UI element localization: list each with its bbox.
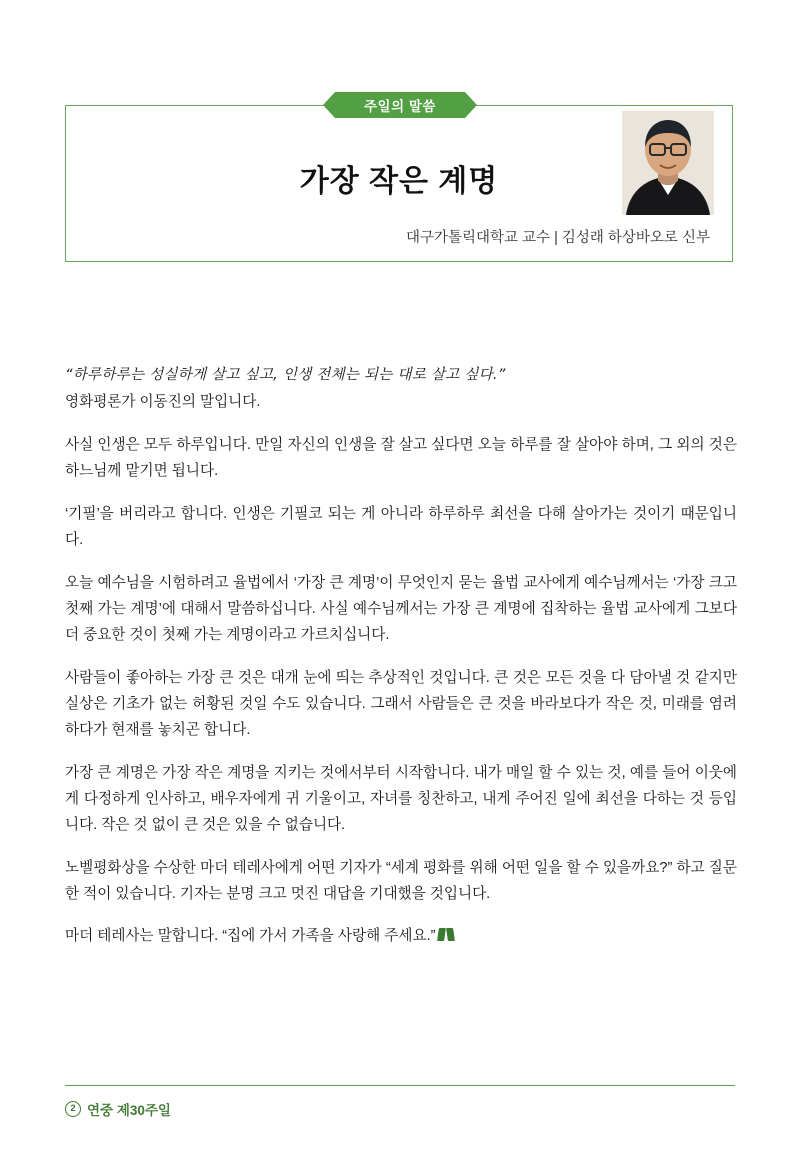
paragraph: ‘기필’을 버리라고 합니다. 인생은 기필코 되는 게 아니라 하루하루 최선을 다해 살아가는 것이기 때문입니다. [65,505,737,548]
byline: 대구가톨릭대학교 교수 | 김성래 하상바오로 신부 [405,230,710,246]
section-ribbon-label: 주일의 말씀 [364,99,436,114]
paragraph-final-text: 마더 테레사는 말합니다. “집에 가서 가족을 사랑해 주세요.” [65,928,436,945]
header-box [65,105,733,262]
footer-divider [65,1085,735,1086]
section-ribbon [335,92,465,118]
paragraph-attribution: 영화평론가 이동진의 말입니다. [65,393,261,410]
article-body [65,362,737,967]
end-mark-icon [438,928,455,941]
paragraph: 가장 큰 계명은 가장 작은 계명을 지키는 것에서부터 시작합니다. 내가 매일 할 수 있는 것, 예를 들어 이웃에게 다정하게 인사하고, 배우자에게 귀 기울이고, 자녀를 칭찬하고, 내게 주어진 일에 최선을 다하는 것 등입니다. 작은 것 없이 큰 것은 있을 수 없습니다. [65,764,737,833]
paragraph: 노벨평화상을 수상한 마더 테레사에게 어떤 기자가 “세계 평화를 위해 어떤 일을 할 수 있을까요?” 하고 질문한 적이 있습니다. 기자는 분명 크고 멋진 대답을 기대했을 것입니다. [65,859,737,902]
paragraph: 오늘 예수님을 시험하려고 율법에서 ‘가장 큰 계명’이 무엇인지 묻는 율법 교사에게 예수님께서는 ‘가장 크고 첫째 가는 계명’에 대해서 말씀하십니다. 사실 예수님께서는 가장 큰 계명에 집착하는 율법 교사에게 그보다 더 중요한 것이 첫째 가는 계명이라고 가르치십니다. [65,574,737,643]
page-number: 2 [65,1101,81,1117]
paragraph: 사람들이 좋아하는 가장 큰 것은 대개 눈에 띄는 추상적인 것입니다. 큰 것은 모든 것을 다 담아낼 것 같지만 실상은 기초가 없는 허황된 것일 수도 있습니다. 그래서 사람들은 큰 것을 바라보다가 작은 것, 미래를 염려하다가 현재를 놓치곤 합니다. [65,669,737,738]
paragraph: 사실 인생은 모두 하루입니다. 만일 자신의 인생을 잘 살고 싶다면 오늘 하루를 잘 살아야 하며, 그 외의 것은 하느님께 맡기면 됩니다. [65,436,737,479]
paragraph-final [65,924,737,950]
footer [65,1099,171,1119]
footer-label: 연중 제30주일 [87,1103,171,1118]
page-title: 가장 작은 계명 [299,165,499,198]
paragraph-quote: “하루하루는 성실하게 살고 싶고, 인생 전체는 되는 대로 살고 싶다.” [65,366,506,383]
